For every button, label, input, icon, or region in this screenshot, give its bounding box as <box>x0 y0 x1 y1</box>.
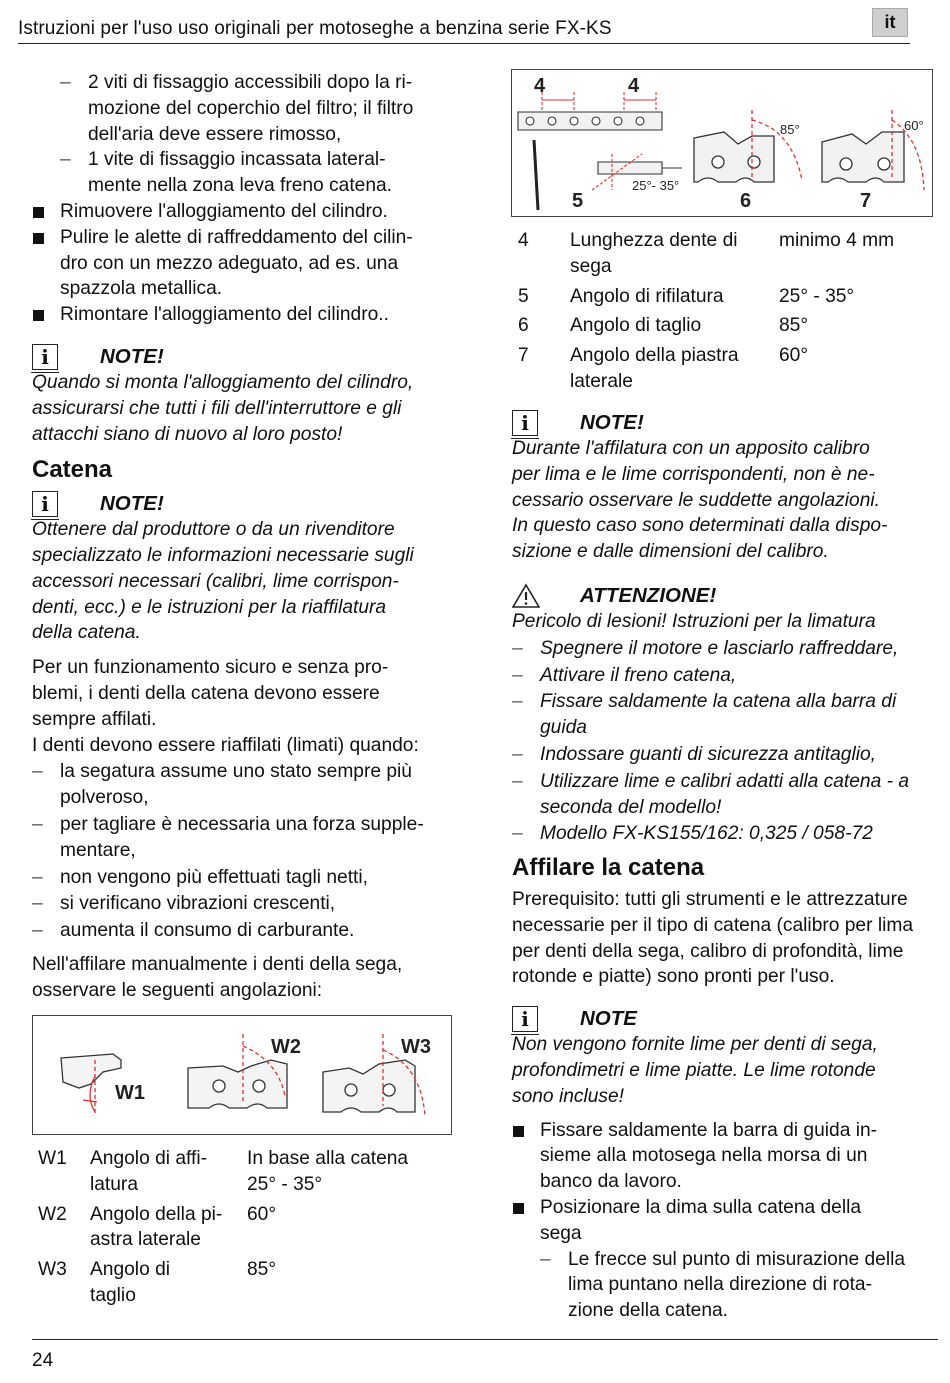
right-column <box>512 406 940 1324</box>
note-box <box>32 340 472 370</box>
angles-diagram <box>33 1016 451 1134</box>
info-icon: i <box>32 344 58 370</box>
chain-strip-drawing <box>518 92 662 130</box>
list-item: – 1 vite di fissaggio incassata lateral- mente nella zona leva freno catena. <box>60 147 472 199</box>
bullet-list <box>512 1118 940 1247</box>
list-item: – per tagliare è necessaria una forza supple- mentare, <box>32 812 472 864</box>
paragraph: Per un funzionamento sicuro e senza pro- blemi, i denti della catena devono essere sempre affilati. <box>32 657 389 730</box>
footer-rule <box>32 1339 938 1340</box>
header-rule <box>18 43 910 44</box>
bullet-item: Rimuovere l'alloggiamento del cilindro. <box>32 199 472 225</box>
table-row <box>38 1146 458 1202</box>
table-cell-name: Angolo di rifilatura <box>570 285 724 307</box>
list-item: – non vengono più effettuati tagli netti, <box>32 865 472 891</box>
page-number: 24 <box>32 1350 54 1371</box>
bullet-list <box>32 199 472 328</box>
note-text: Ottenere dal produttore o da un rivenditore specializzato le informazioni necessarie sugli accessori necessari (calibri, lime corrispon- denti, ecc.) e le istruzioni per la riaffilatura della catena. <box>32 519 414 644</box>
table-cell-name: Angolo di taglio <box>90 1259 171 1306</box>
note-title: NOTE <box>580 1007 637 1031</box>
table-cell-code: 6 <box>518 315 529 337</box>
list-item: – Spegnere il motore e lasciarlo raffreddare, <box>512 636 940 662</box>
table-cell-value: 60° <box>779 345 809 367</box>
label-7: 7 <box>860 190 872 212</box>
bullet-item: Fissare saldamente la barra di guida in- sieme alla motosega nella morsa di un banco da lavoro. <box>512 1118 940 1195</box>
sub-list-item: – Le frecce sul punto di misurazione della lima puntano nella direzione di rota- zione della catena. <box>540 1247 940 1324</box>
warning-box <box>512 579 940 609</box>
list-item: – Attivare il freno catena, <box>512 663 940 689</box>
section-heading: Catena <box>32 456 113 484</box>
table-cell-name: Angolo di taglio <box>570 315 702 337</box>
label-angle-85: 85° <box>780 122 800 137</box>
table-row <box>518 343 938 399</box>
list-item: – Utilizzare lime e calibri adatti alla catena - a seconda del modello! <box>512 769 940 821</box>
warning-title: ATTENZIONE! <box>580 584 717 608</box>
table-cell-value: 60° <box>247 1203 277 1225</box>
note-box <box>512 1002 940 1032</box>
table-row <box>38 1202 458 1258</box>
list-item: – Modello FX-KS155/162: 0,325 / 058-72 <box>512 821 940 847</box>
table-cell-name: Angolo di affi- latura <box>90 1148 207 1195</box>
note-text: Non vengono fornite lime per denti di sega, profondimetri e lime piatte. Le lime rotonde sono incluse! <box>512 1034 878 1107</box>
list-item: – Indossare guanti di sicurezza antitaglio, <box>512 742 940 768</box>
label-w3: W3 <box>401 1036 431 1058</box>
warning-triangle-icon <box>512 583 540 609</box>
angles-table-w <box>38 1146 458 1313</box>
table-cell-code: 7 <box>518 345 529 367</box>
dash-list-top <box>60 70 472 199</box>
table-row <box>518 228 938 284</box>
info-icon: i <box>512 410 538 436</box>
angles-table-numbered <box>518 228 938 399</box>
table-cell-name: Angolo della piastra laterale <box>570 345 739 392</box>
label-angle-25-35: 25°- 35° <box>632 178 680 193</box>
dash-list-conditions <box>32 759 472 944</box>
note-text: Durante l'affilatura con un apposito calibro per lima e le lime corrispondenti, non è ne- cessario osservare le suddette angolazioni. In questo caso sono determinati dalla dispo- sizione e dalle dimensioni del calibro. <box>512 438 888 563</box>
info-icon: i <box>32 491 58 517</box>
language-badge: it <box>872 8 908 37</box>
note-title: NOTE! <box>100 345 164 369</box>
table-cell-name: Lunghezza dente di sega <box>570 230 738 277</box>
document-header-title: Istruzioni per l'uso uso originali per motoseghe a benzina serie FX-KS <box>18 18 612 39</box>
file-and-chain-drawing <box>534 140 682 210</box>
dash-list-warning <box>512 636 940 847</box>
table-cell-value: 85° <box>247 1259 277 1281</box>
note-box <box>512 406 940 436</box>
table-cell-value: 25° - 35° <box>779 285 855 307</box>
label-6: 6 <box>740 190 752 212</box>
table-row <box>518 284 938 314</box>
label-angle-60: 60° <box>904 118 924 133</box>
table-cell-code: 4 <box>518 230 529 251</box>
label-5: 5 <box>572 190 584 212</box>
note-text: Quando si monta l'alloggiamento del cilindro, assicurarsi che tutti i fili dell'interruttore e gli attacchi siano di nuovo al loro posto! <box>32 371 414 445</box>
table-row <box>518 313 938 343</box>
note-title: NOTE! <box>100 492 164 516</box>
table-cell-value: minimo 4 mm <box>779 230 895 251</box>
warning-lead: Pericolo di lesioni! Istruzioni per la limatura <box>512 610 876 632</box>
table-cell-value: 85° <box>779 315 809 337</box>
bullet-item: Rimontare l'alloggiamento del cilindro.. <box>32 302 472 328</box>
chain-diagram <box>512 70 932 216</box>
label-w2: W2 <box>271 1036 301 1058</box>
paragraph: I denti devono essere riaffilati (limati) quando: <box>32 734 419 756</box>
left-column <box>32 70 472 1004</box>
list-item: – la segatura assume uno stato sempre più polveroso, <box>32 759 472 811</box>
list-item: – si verificano vibrazioni crescenti, <box>32 891 472 917</box>
table-cell-name: Angolo della pi- astra laterale <box>90 1203 223 1251</box>
bullet-item: Posizionare la dima sulla catena della sega <box>512 1195 940 1247</box>
list-item: – 2 viti di fissaggio accessibili dopo la ri- mozione del coperchio del filtro; il filtro dell'aria deve essere rimosso, <box>60 70 472 147</box>
list-item: – aumenta il consumo di carburante. <box>32 918 472 944</box>
figure-angles-w <box>32 1015 452 1135</box>
section-heading: Affilare la catena <box>512 854 705 882</box>
label-4b: 4 <box>628 75 640 97</box>
note-box <box>32 487 472 517</box>
table-row <box>38 1257 458 1313</box>
tooth-w1-drawing <box>61 1054 121 1116</box>
note-title: NOTE! <box>580 411 644 435</box>
table-cell-code: W2 <box>38 1203 67 1225</box>
table-cell-code: 5 <box>518 285 529 307</box>
info-icon: i <box>512 1006 538 1032</box>
paragraph: Nell'affilare manualmente i denti della sega, osservare le seguenti angolazioni: <box>32 953 403 1001</box>
label-w1: W1 <box>115 1082 145 1104</box>
tooth-6-drawing <box>694 110 802 182</box>
list-item: – Fissare saldamente la catena alla barra di guida <box>512 689 940 741</box>
table-cell-code: W3 <box>38 1259 67 1281</box>
table-cell-value: In base alla catena 25° - 35° <box>247 1148 409 1195</box>
figure-chain-teeth <box>511 69 933 217</box>
label-4a: 4 <box>534 75 546 97</box>
bullet-item: Pulire le alette di raffreddamento del cilin- dro con un mezzo adeguato, ad es. una spazzola metallica. <box>32 225 472 302</box>
table-cell-code: W1 <box>38 1148 67 1169</box>
paragraph: Prerequisito: tutti gli strumenti e le attrezzature necessarie per il tipo di catena (calibro per lima per denti della sega, calibro di profondità, lime rotonde e piatte) sono pronti per l'uso. <box>512 888 913 988</box>
